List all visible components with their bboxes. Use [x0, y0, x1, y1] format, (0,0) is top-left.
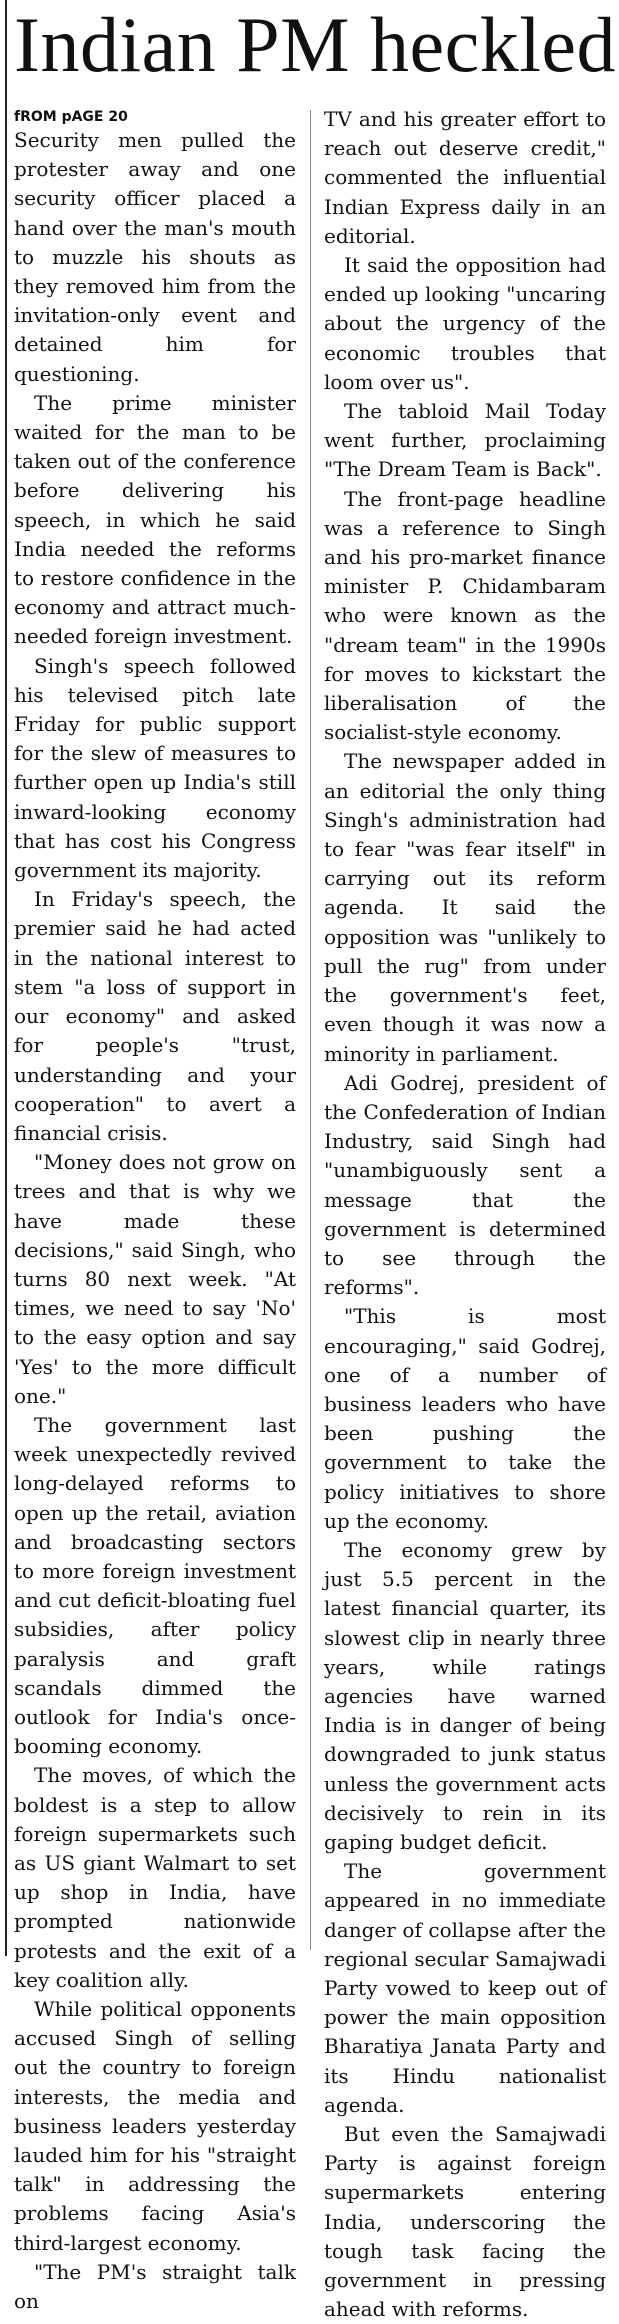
paragraph: "Money does not grow on trees and that is why we have made these decisions," said Singh, who turns 80 next week. "At times, we need to say 'No' to the easy option and say 'Yes' to the more difficult one." [14, 1150, 296, 1408]
paragraph: In Friday's speech, the premier said he had acted in the national interest to stem "a loss of support in our economy" and asked for people's "trust, understanding and your cooperation" to avert a financial crisis. [14, 887, 296, 1145]
headline: Indian PM heckled [14, 1, 617, 88]
paragraph: The government appeared in no immediate danger of collapse after the regional secular Samajwadi Party vowed to keep out of power the main opposition Bharatiya Janata Party and its Hindu nationalist agenda. [324, 1859, 606, 2117]
paragraph: The prime minister waited for the man to be taken out of the conference before delivering his speech, in which he said India needed the reforms to restore confidence in the economy and attract much-needed foreign investment. [14, 390, 296, 649]
paragraph: The newspaper added in an editorial the only thing Singh's administration had to fear "was fear itself" in carrying out its reform agenda. It said the opposition was "unlikely to pull the rug" from under the government's feet, even though it was now a minority in parliament. [324, 749, 606, 1066]
left-border-rule [5, 0, 7, 1956]
paragraph: The front-page headline was a reference to Singh and his pro-market finance minister P. Chidambaram who were known as the "dream team" in the 1990s for moves to kickstart the liberalisation of the socialist-style economy. [324, 486, 606, 745]
paragraph: It said the opposition had ended up looking "uncaring about the urgency of the economic troubles that loom over us". [324, 253, 606, 394]
paragraph: The government last week unexpectedly revived long-delayed reforms to open up the retail, aviation and broadcasting sectors to more foreign investment and cut deficit-bloating fuel subsidies, after policy paralysis and graft scandals dimmed the outlook for India's once-booming economy. [14, 1412, 296, 1759]
column-divider [310, 110, 311, 1950]
article-column-2 [324, 105, 606, 2322]
paragraph: "The PM's straight talk on [14, 2259, 296, 2314]
paragraph: But even the Samajwadi Party is against foreign supermarkets entering India, underscoring the tough task facing the government in pressing ahead with reforms. [324, 2122, 606, 2322]
paragraph: Security men pulled the protester away and one security officer placed a hand over the man's mouth to muzzle his shouts as they removed him from the invitation-only event and detained him for questioning. [14, 128, 296, 386]
paragraph: The moves, of which the boldest is a step to allow foreign supermarkets such as US giant Walmart to set up shop in India, have prompted nationwide protests and the exit of a key coalition ally. [14, 1763, 296, 1992]
article-column-1 [14, 108, 296, 2314]
paragraph: The tabloid Mail Today went further, proclaiming "The Dream Team is Back". [324, 399, 606, 482]
paragraph: TV and his greater effort to reach out deserve credit," commented the influential Indian Express daily in an editorial. [324, 107, 606, 248]
paragraph: Singh's speech followed his televised pitch late Friday for public support for the slew of measures to further open up India's still inward-looking economy that has cost his Congress government its majority. [14, 653, 296, 883]
paragraph: "This is most encouraging," said Godrej, one of a number of business leaders who have been pushing the government to take the policy initiatives to shore up the economy. [324, 1304, 606, 1533]
paragraph: The economy grew by just 5.5 percent in the latest financial quarter, its slowest clip in nearly three years, while ratings agencies have warned India is in danger of being downgraded to junk status unless the government acts decisively to rein in its gaping budget deficit. [324, 1537, 606, 1854]
paragraph: While political opponents accused Singh of selling out the country to foreign interests, the media and business leaders yesterday lauded him for his "straight talk" in addressing the problems facing Asia's third-largest economy. [14, 1997, 296, 2255]
kicker-from-page: fROM pAGE 20 [14, 109, 128, 125]
paragraph: Adi Godrej, president of the Confederation of Indian Industry, said Singh had "unambiguously sent a message that the government is determined to see through the reforms". [324, 1070, 606, 1300]
